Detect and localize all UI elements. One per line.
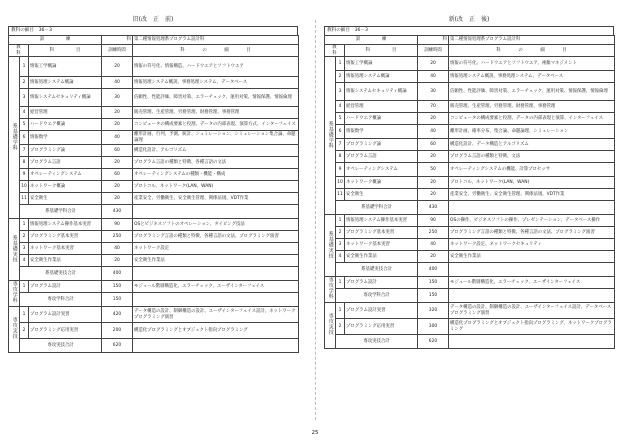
curriculum-table xyxy=(8,35,299,353)
row-number: 1 xyxy=(336,303,345,319)
panel-left xyxy=(8,0,298,353)
subtotal-hours: 400 xyxy=(418,263,449,277)
row-number: 1 xyxy=(336,215,345,227)
row-number: 8 xyxy=(336,151,345,163)
training-hours: 40 xyxy=(418,125,449,139)
subject-detail: プロトコル、ネットワーク(LAN、WAN) xyxy=(133,181,299,193)
subject-name: 安全衛生作業法 xyxy=(345,251,418,263)
subject-name: プログラミング論 xyxy=(29,145,102,157)
table-row xyxy=(9,77,299,89)
table-row xyxy=(325,277,615,289)
table-row xyxy=(325,319,615,335)
training-hours: 40 xyxy=(102,131,133,145)
subtotal-hours: 430 xyxy=(102,205,133,219)
group-label-cell xyxy=(325,215,336,277)
training-hours: 20 xyxy=(418,189,449,201)
subject-detail: 離形計画、行列、予測、統計、シュミレーション、シミュレーション集合論、命題論理 xyxy=(133,131,299,145)
subtotal-row xyxy=(325,289,615,303)
subject-name: プログラム設計実習 xyxy=(29,307,102,323)
training-hours: 60 xyxy=(418,139,449,151)
row-number: 2 xyxy=(20,323,29,339)
table-row xyxy=(325,215,615,227)
table-row xyxy=(325,57,615,71)
table-row xyxy=(9,323,299,339)
table-row xyxy=(325,251,615,263)
row-number: 3 xyxy=(336,83,345,101)
subject-name: 情報処理システム概論 xyxy=(29,77,102,89)
subject-name: ネットワーク概論 xyxy=(29,181,102,193)
course-name: 第二種情報処理系プログラム設計科 xyxy=(449,36,615,45)
subtotal-label: 系基礎実技合計 xyxy=(336,263,418,277)
info-row: 教科の細目 36－3 xyxy=(8,26,298,35)
subject-detail: プログラム言語の種類と特徴、文法 xyxy=(449,151,615,163)
row-number: 1 xyxy=(20,281,29,293)
subject-name: プログラム設計 xyxy=(345,277,418,289)
course-label-cell: 訓 練 xyxy=(9,36,102,45)
subject-name: プログラム言語 xyxy=(29,157,102,169)
subject-name: 情報数学 xyxy=(345,125,418,139)
table-row xyxy=(9,281,299,293)
row-number: 10 xyxy=(20,181,29,193)
subject-name: ハードウエア概論 xyxy=(345,113,418,125)
subject-name: 安全衛生 xyxy=(345,189,418,201)
training-hours: 30 xyxy=(418,83,449,101)
row-number: 9 xyxy=(20,169,29,181)
subject-detail: 信頼性、性能評価、障害対策、エラーチェック、運用対策、情報保護、情報倫理 xyxy=(449,83,615,101)
group-label: 専攻学科 xyxy=(327,277,334,300)
table-row xyxy=(325,113,615,125)
row-number: 9 xyxy=(336,163,345,177)
subject-detail: 販売管理、生産管理、労務管理、財務管理、事務管理 xyxy=(449,101,615,113)
training-hours: 20 xyxy=(418,177,449,189)
table-row xyxy=(325,139,615,151)
group-label: 専攻学科 xyxy=(11,281,18,304)
subtotal-label: 系基礎学科合計 xyxy=(336,201,418,215)
subtotal-blank xyxy=(133,293,299,307)
panel-caption: 旧(改 正 前) xyxy=(132,16,174,23)
training-hours: 300 xyxy=(418,319,449,335)
row-number: 3 xyxy=(20,89,29,107)
group-label: 系基礎学科 xyxy=(327,120,334,149)
subject-name: 安全衛生作業法 xyxy=(29,255,102,267)
subject-detail: OSの操作、ビジネスソフトの操作、プレゼンテーション、データベース操作 xyxy=(449,215,615,227)
row-number: 4 xyxy=(20,107,29,119)
subtotal-row xyxy=(325,201,615,215)
subtotal-blank xyxy=(449,289,615,303)
curriculum-table xyxy=(324,35,615,349)
training-hours: 250 xyxy=(418,227,449,239)
group-label: 系基礎学科 xyxy=(11,122,18,151)
row-number: 5 xyxy=(336,113,345,125)
header-subject: 教 科 xyxy=(325,45,345,57)
subtotal-row xyxy=(9,339,299,353)
row-number: 2 xyxy=(20,77,29,89)
subtotal-blank xyxy=(133,205,299,219)
subject-name: ネットワーク基本実習 xyxy=(29,243,102,255)
subject-detail: プログラム言語の種類と特徴、各種言語の文法 xyxy=(133,157,299,169)
subject-name: 情報処理システム概論 xyxy=(345,71,418,83)
training-hours: 20 xyxy=(418,251,449,263)
training-hours: 40 xyxy=(102,77,133,89)
table-row xyxy=(9,219,299,231)
table-row xyxy=(9,107,299,119)
table-row xyxy=(9,169,299,181)
header-name: 科 目 xyxy=(345,45,418,57)
subject-name: プログラム設計 xyxy=(29,281,102,293)
subject-name: プログラミング基本実習 xyxy=(345,227,418,239)
subject-detail: OSとビジネスソフトのオペレーション、タイピング技法 xyxy=(133,219,299,231)
table-row xyxy=(9,255,299,267)
subject-detail: 構造化プログラミングとオブジェクト指向プログラミング、ネットワークプログラミング xyxy=(449,319,615,335)
training-hours: 420 xyxy=(102,307,133,323)
subject-detail: 産業安全、労働衛生、安全衛生管理、関係法規、VDT作業 xyxy=(133,193,299,205)
subtotal-hours: 620 xyxy=(102,339,133,353)
subject-name: オペレーティングシステム xyxy=(29,169,102,181)
subject-name: 情報工学概論 xyxy=(345,57,418,71)
header-row xyxy=(9,45,299,57)
subject-name: 情報処理システム操作基本実習 xyxy=(29,219,102,231)
training-hours: 60 xyxy=(102,169,133,181)
training-hours: 50 xyxy=(418,163,449,177)
row-number: 2 xyxy=(336,227,345,239)
table-row xyxy=(9,193,299,205)
group-label-cell xyxy=(325,57,336,215)
panel-caption: 新(改 正 後) xyxy=(448,16,490,23)
row-number: 1 xyxy=(20,219,29,231)
subject-name: プログラミング応用実習 xyxy=(345,319,418,335)
subtotal-blank xyxy=(449,335,615,349)
subject-detail: プロトコル、ネットワーク(LAN、WAN) xyxy=(449,177,615,189)
row-number: 7 xyxy=(20,145,29,157)
training-hours: 150 xyxy=(102,281,133,293)
training-hours: 30 xyxy=(102,89,133,107)
subject-name: ネットワーク概論 xyxy=(345,177,418,189)
subject-name: 経営管理 xyxy=(29,107,102,119)
page-divider xyxy=(315,20,316,420)
subtotal-blank xyxy=(449,263,615,277)
header-desc: 科 の 細 目 xyxy=(449,45,615,57)
row-number: 5 xyxy=(20,119,29,131)
table-row xyxy=(325,125,615,139)
row-number: 6 xyxy=(336,125,345,139)
subject-detail: プログラミング言語の種類と特徴、各種言語の文法、プログラミング演習 xyxy=(133,231,299,243)
subject-detail: 情報処理システム概説、事務処理システム、データベース xyxy=(449,71,615,83)
table-row xyxy=(9,145,299,157)
table-row xyxy=(9,231,299,243)
training-hours: 250 xyxy=(102,231,133,243)
row-number: 6 xyxy=(20,131,29,145)
row-number: 4 xyxy=(20,255,29,267)
course-row xyxy=(325,36,615,45)
group-label-cell xyxy=(9,281,20,307)
panel-right xyxy=(324,0,614,349)
subtotal-hours: 430 xyxy=(418,201,449,215)
table-row xyxy=(325,163,615,177)
subject-name: プログラム言語 xyxy=(345,151,418,163)
table-row xyxy=(9,57,299,77)
row-number: 8 xyxy=(20,157,29,169)
subject-name: 情報システムセキュリティ概論 xyxy=(29,89,102,107)
subject-name: 安全衛生 xyxy=(29,193,102,205)
subtotal-row xyxy=(9,267,299,281)
subject-name: プログラム設計実習 xyxy=(345,303,418,319)
training-hours: 70 xyxy=(418,101,449,113)
training-hours: 60 xyxy=(102,145,133,157)
subject-detail: 信頼性、性能評価、障害対策、エラーチェック、運用対策、情報保護、情報倫理 xyxy=(133,89,299,107)
info-row: 教科の細目 36－3 xyxy=(324,26,614,35)
course-suffix-cell: 科 xyxy=(418,36,449,45)
table-row xyxy=(325,177,615,189)
subject-detail: 情報の符号化、情報構造、ハードウエアとソフトウエア xyxy=(133,57,299,77)
training-hours: 150 xyxy=(418,277,449,289)
group-label: 専攻実技 xyxy=(327,313,334,336)
subtotal-label: 系基礎学科合計 xyxy=(20,205,102,219)
row-number: 4 xyxy=(336,101,345,113)
subject-name: 情報数学 xyxy=(29,131,102,145)
row-number: 3 xyxy=(20,243,29,255)
training-hours: 20 xyxy=(102,107,133,119)
training-hours: 90 xyxy=(102,219,133,231)
group-label: 専攻実技 xyxy=(11,317,18,340)
row-number: 2 xyxy=(336,319,345,335)
subtotal-blank xyxy=(133,267,299,281)
row-number: 2 xyxy=(20,231,29,243)
subject-detail: ネットワーク設定、ネットワークセキュリティ xyxy=(449,239,615,251)
table-row xyxy=(9,181,299,193)
header-desc: 科 の 細 目 xyxy=(133,45,299,57)
training-hours: 20 xyxy=(102,255,133,267)
subtotal-label: 系基礎実技合計 xyxy=(20,267,102,281)
training-hours: 20 xyxy=(102,119,133,131)
subtotal-label: 専攻学科合計 xyxy=(336,289,418,303)
row-number: 4 xyxy=(336,251,345,263)
table-row xyxy=(325,189,615,201)
course-label-cell: 訓 練 xyxy=(325,36,418,45)
row-number: 7 xyxy=(336,139,345,151)
subject-detail: モジュール階層構造化、エラーチェック、ユーザインターフェイス xyxy=(449,277,615,289)
table-row xyxy=(9,307,299,323)
header-name: 科 目 xyxy=(29,45,102,57)
subject-detail: 情報の符号化、ハードウエアとソフトウエア、複雑マネジメント xyxy=(449,57,615,71)
table-row xyxy=(325,151,615,163)
subtotal-label: 専攻実技合計 xyxy=(336,335,418,349)
subtotal-hours: 620 xyxy=(418,335,449,349)
subtotal-hours: 150 xyxy=(418,289,449,303)
subject-detail: モジュール階層構造化、エラーチェック、ユーザインターフェイス xyxy=(133,281,299,293)
group-label-cell xyxy=(9,307,20,353)
page-number: 25 xyxy=(311,430,319,436)
table-row xyxy=(325,303,615,319)
subject-name: プログラミング応用実習 xyxy=(29,323,102,339)
subject-detail: 産業安全、労働衛生、安全衛生管理、関係法規、VDT作業 xyxy=(449,189,615,201)
course-name: 第二種情報処理系プログラム設計科 xyxy=(133,36,299,45)
training-hours: 40 xyxy=(418,71,449,83)
subject-detail: オペレーティングシステムの種類・機能・構成 xyxy=(133,169,299,181)
subject-detail: プログラミング言語の種類と特徴、各種言語の文法、プログラミング演習 xyxy=(449,227,615,239)
row-number: 1 xyxy=(336,57,345,71)
training-hours: 20 xyxy=(418,57,449,71)
subject-detail: オペレーティングシステムの機能、計算プロセッサ xyxy=(449,163,615,177)
training-hours: 20 xyxy=(102,57,133,77)
subject-name: プログラミング基本実習 xyxy=(29,231,102,243)
subject-detail: 安全衛生作業法 xyxy=(449,251,615,263)
subject-detail: コンピュータの構成要素と役割、データの内部表現と演算、インターフェイス xyxy=(449,113,615,125)
subject-detail: 情報処理システム概説、事務処理システム、データベース xyxy=(133,77,299,89)
subject-detail: 安全衛生作業法 xyxy=(133,255,299,267)
subtotal-row xyxy=(325,335,615,349)
subject-name: ハードウエア概論 xyxy=(29,119,102,131)
row-number: 11 xyxy=(20,193,29,205)
header-subject: 教 科 xyxy=(9,45,29,57)
subject-name: 情報工学概論 xyxy=(29,57,102,77)
table-row xyxy=(9,119,299,131)
row-number: 2 xyxy=(336,71,345,83)
row-number: 1 xyxy=(336,277,345,289)
header-hours: 訓練時間 xyxy=(418,45,449,57)
subject-detail: ネットワーク設定 xyxy=(133,243,299,255)
course-suffix-cell: 科 xyxy=(102,36,133,45)
row-number: 11 xyxy=(336,189,345,201)
subject-name: 情報処理システム操作基本実習 xyxy=(345,215,418,227)
training-hours: 20 xyxy=(418,113,449,125)
row-number: 10 xyxy=(336,177,345,189)
subtotal-blank xyxy=(449,201,615,215)
subtotal-blank xyxy=(133,339,299,353)
subject-detail: 離形計画、確率分布、集合論、命題論理、シミュレーション xyxy=(449,125,615,139)
subject-name: プログラミング論 xyxy=(345,139,418,151)
training-hours: 40 xyxy=(102,243,133,255)
table-row xyxy=(9,89,299,107)
subtotal-row xyxy=(9,205,299,219)
row-number: 1 xyxy=(20,307,29,323)
training-hours: 20 xyxy=(102,181,133,193)
table-row xyxy=(325,101,615,113)
subject-detail: コンピュータの構成要素と役割、データの内部表現、演算方式、インターフェイス xyxy=(133,119,299,131)
table-row xyxy=(325,227,615,239)
row-number: 3 xyxy=(336,239,345,251)
table-row xyxy=(9,131,299,145)
group-label: 系基礎実技 xyxy=(327,230,334,259)
training-hours: 20 xyxy=(418,151,449,163)
table-row xyxy=(325,71,615,83)
subtotal-hours: 400 xyxy=(102,267,133,281)
header-row xyxy=(325,45,615,57)
course-row xyxy=(9,36,299,45)
training-hours: 90 xyxy=(418,215,449,227)
subject-detail: 販売管理、生産管理、労務管理、財務管理、事務管理 xyxy=(133,107,299,119)
group-label-cell xyxy=(325,303,336,349)
subject-name: 情報システムセキュリティ概論 xyxy=(345,83,418,101)
subject-detail: データ構造の設計、制御構造の設計、ユーザインターフェイス設計、ネットワークプログラミング演習 xyxy=(133,307,299,323)
subtotal-row xyxy=(325,263,615,277)
training-hours: 320 xyxy=(418,303,449,319)
table-row xyxy=(325,83,615,101)
subtotal-label: 専攻実技合計 xyxy=(20,339,102,353)
row-number: 1 xyxy=(20,57,29,77)
subject-name: 経営管理 xyxy=(345,101,418,113)
subtotal-hours: 150 xyxy=(102,293,133,307)
group-label-cell xyxy=(325,277,336,303)
subject-name: オペレーティングシステム xyxy=(345,163,418,177)
group-label-cell xyxy=(9,219,20,281)
training-hours: 200 xyxy=(102,323,133,339)
subtotal-row xyxy=(9,293,299,307)
group-label-cell xyxy=(9,57,20,219)
subtotal-label: 専攻学科合計 xyxy=(20,293,102,307)
header-hours: 訓練時間 xyxy=(102,45,133,57)
table-row xyxy=(9,243,299,255)
table-row xyxy=(325,239,615,251)
training-hours: 40 xyxy=(418,239,449,251)
training-hours: 20 xyxy=(102,193,133,205)
subject-detail: 構造化プログラミングとオブジェクト指向プログラミング xyxy=(133,323,299,339)
group-label: 系基礎実技 xyxy=(11,234,18,263)
subject-detail: 構造化設計、データ構造とアルゴリズム xyxy=(449,139,615,151)
subject-detail: 構造化設計、アルゴリズム xyxy=(133,145,299,157)
training-hours: 20 xyxy=(102,157,133,169)
table-row xyxy=(9,157,299,169)
subject-name: ネットワーク基本実習 xyxy=(345,239,418,251)
subject-detail: データ構造の設計、制御構造の設計、ユーザインターフェイス設計、データベースプログラミング演習 xyxy=(449,303,615,319)
